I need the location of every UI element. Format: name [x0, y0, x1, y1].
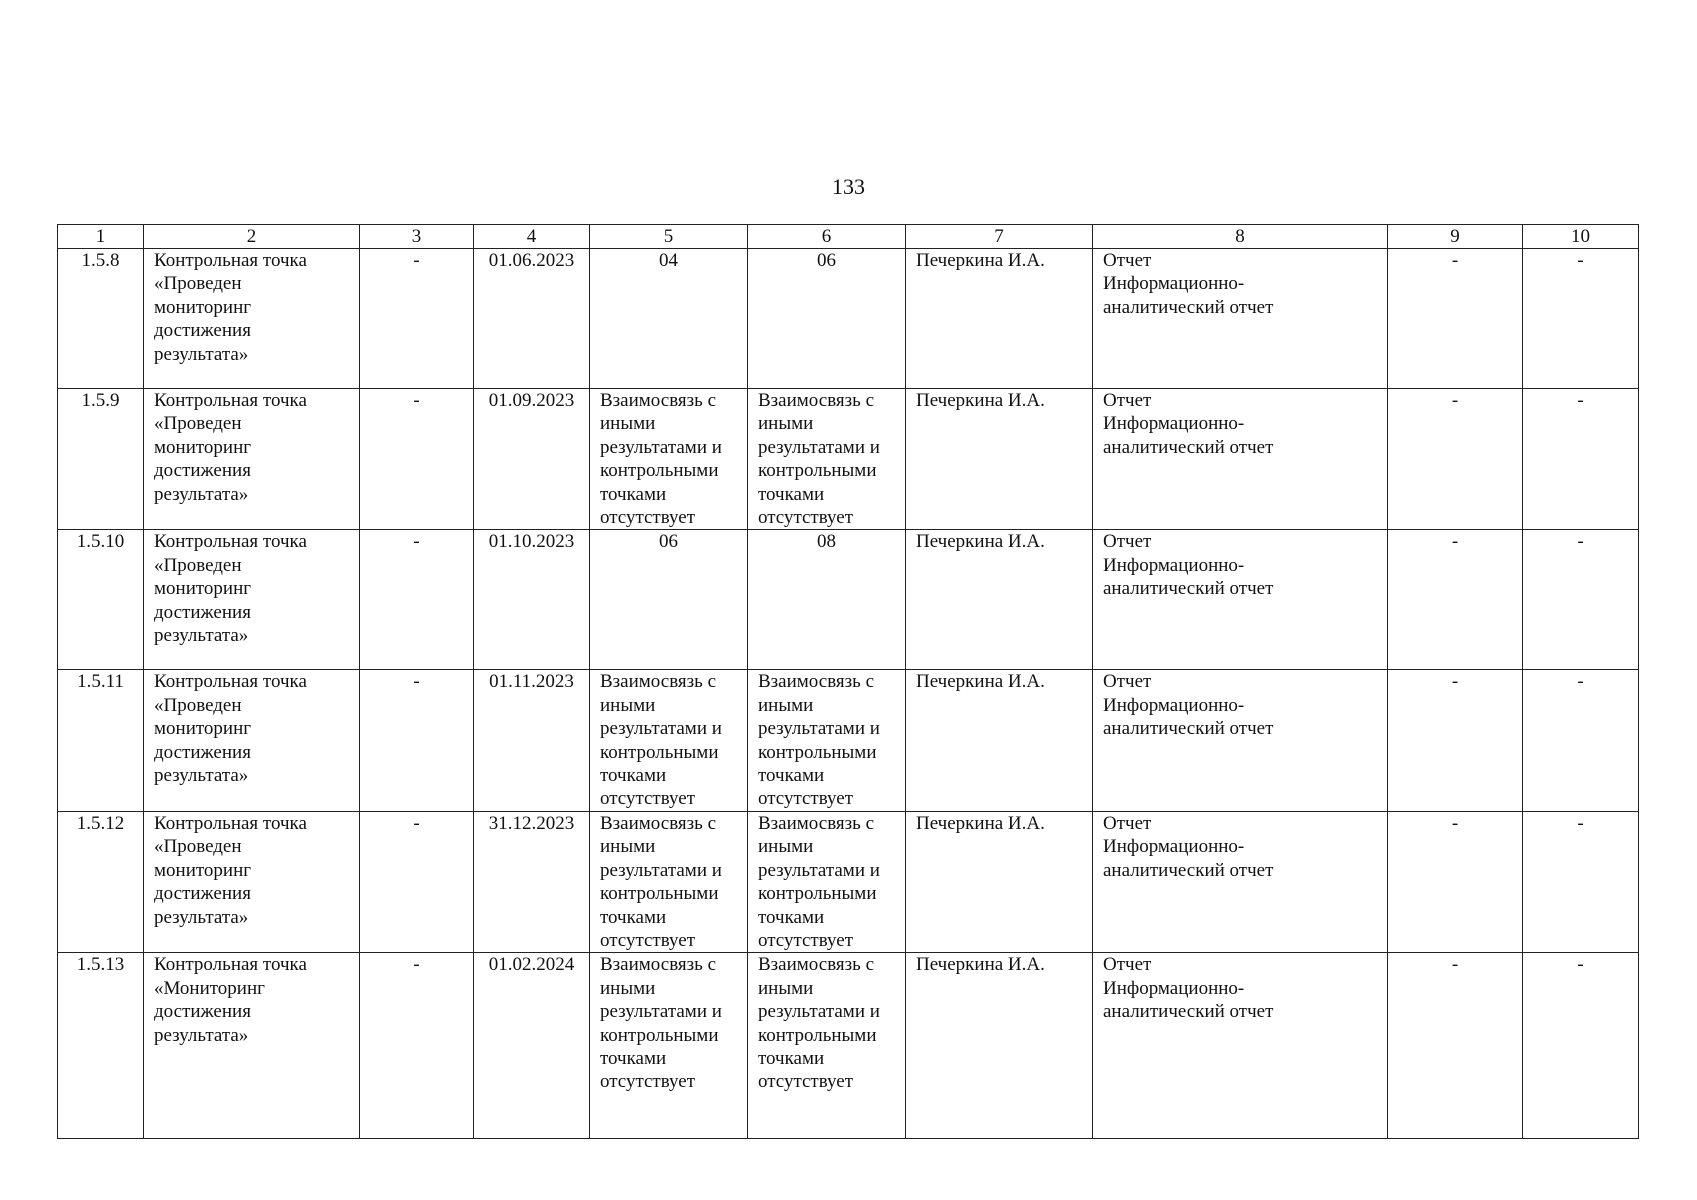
- control-point-name-line: мониторинг: [154, 436, 252, 458]
- predecessor-value-line: контрольными: [600, 883, 719, 905]
- document-type-line: аналитический отчет: [1103, 296, 1274, 318]
- row-number: 1.5.11: [58, 670, 144, 811]
- successor-value-line: иными: [758, 836, 814, 858]
- predecessor-value-line: иными: [600, 694, 656, 716]
- responsible-person: Печеркина И.А.: [906, 389, 1093, 530]
- predecessor-value: [590, 670, 748, 811]
- responsible-person: Печеркина И.А.: [906, 249, 1093, 389]
- predecessor-value-line: результатами и: [600, 859, 722, 881]
- control-point-name-line: результата»: [154, 1024, 249, 1046]
- column-header: 8: [1093, 225, 1388, 249]
- document-type: [1093, 811, 1388, 952]
- successor-value-line: точками: [758, 765, 825, 787]
- document-type-line: Отчет: [1103, 531, 1152, 553]
- document-type-line: Отчет: [1103, 954, 1152, 976]
- successor-value-line: Взаимосвязь с: [758, 671, 875, 693]
- row-number: 1.5.12: [58, 811, 144, 952]
- successor-value-line: точками: [758, 1047, 825, 1069]
- successor-value-line: иными: [758, 977, 814, 999]
- control-point-name-line: достижения: [154, 883, 251, 905]
- control-point-name: [144, 249, 360, 389]
- control-point-name-line: Контрольная точка: [154, 250, 307, 271]
- predecessor-value-line: точками: [600, 765, 667, 787]
- control-point-name-line: результата»: [154, 625, 249, 647]
- column-10-value: -: [1523, 953, 1639, 1139]
- column-header: 6: [748, 225, 906, 249]
- control-point-name-line: результата»: [154, 343, 249, 365]
- column-10-value: -: [1523, 811, 1639, 952]
- document-type: [1093, 249, 1388, 389]
- control-point-name-line: достижения: [154, 460, 251, 482]
- column-3-value: -: [360, 530, 474, 670]
- successor-value-line: результатами и: [758, 436, 880, 458]
- predecessor-value-line: контрольными: [600, 460, 719, 482]
- due-date: 01.11.2023: [474, 670, 590, 811]
- control-point-name-line: достижения: [154, 741, 251, 763]
- successor-value-line: отсутствует: [758, 1071, 854, 1093]
- document-type-line: Отчет: [1103, 671, 1152, 693]
- predecessor-value: [590, 530, 748, 670]
- document-type: [1093, 530, 1388, 670]
- control-points-table: [57, 224, 1639, 1139]
- control-point-name-line: мониторинг: [154, 296, 252, 318]
- successor-value-line: точками: [758, 483, 825, 505]
- column-header: 5: [590, 225, 748, 249]
- responsible-person: Печеркина И.А.: [906, 670, 1093, 811]
- control-point-name-line: Контрольная точка: [154, 954, 307, 976]
- column-9-value: -: [1388, 530, 1523, 670]
- column-header: 3: [360, 225, 474, 249]
- responsible-person: Печеркина И.А.: [906, 953, 1093, 1139]
- successor-value-line: результатами и: [758, 1001, 880, 1023]
- predecessor-value-line: результатами и: [600, 1001, 722, 1023]
- predecessor-value-line: результатами и: [600, 436, 722, 458]
- successor-value-line: контрольными: [758, 460, 877, 482]
- due-date: 01.02.2024: [474, 953, 590, 1139]
- control-point-name: [144, 953, 360, 1139]
- table-row: [58, 811, 1639, 952]
- document-type-line: Информационно-: [1103, 273, 1245, 295]
- predecessor-value-line: отсутствует: [600, 788, 696, 810]
- predecessor-value: [590, 389, 748, 530]
- column-10-value: -: [1523, 249, 1639, 389]
- predecessor-value-line: 04: [659, 250, 678, 271]
- successor-value-line: 08: [817, 531, 836, 553]
- document-type: [1093, 670, 1388, 811]
- control-point-name: [144, 530, 360, 670]
- control-point-name-line: «Мониторинг: [154, 977, 265, 999]
- predecessor-value-line: отсутствует: [600, 1071, 696, 1093]
- successor-value-line: результатами и: [758, 718, 880, 740]
- control-point-name-line: «Проведен: [154, 273, 242, 295]
- column-header: 10: [1523, 225, 1639, 249]
- column-9-value: -: [1388, 670, 1523, 811]
- column-header: 7: [906, 225, 1093, 249]
- predecessor-value-line: точками: [600, 1047, 667, 1069]
- control-point-name-line: «Проведен: [154, 554, 242, 576]
- successor-value: [748, 389, 906, 530]
- due-date: 31.12.2023: [474, 811, 590, 952]
- control-point-name-line: результата»: [154, 765, 249, 787]
- successor-value: [748, 249, 906, 389]
- control-point-name-line: мониторинг: [154, 578, 252, 600]
- successor-value: [748, 670, 906, 811]
- predecessor-value-line: Взаимосвязь с: [600, 671, 717, 693]
- header-row: [58, 225, 1639, 249]
- predecessor-value-line: отсутствует: [600, 507, 696, 529]
- successor-value-line: иными: [758, 694, 814, 716]
- column-header: 4: [474, 225, 590, 249]
- predecessor-value-line: результатами и: [600, 718, 722, 740]
- table-row: [58, 530, 1639, 670]
- table-row: [58, 389, 1639, 530]
- document-type-line: аналитический отчет: [1103, 859, 1274, 881]
- successor-value-line: контрольными: [758, 741, 877, 763]
- control-point-name-line: мониторинг: [154, 718, 252, 740]
- successor-value-line: Взаимосвязь с: [758, 812, 875, 834]
- document-type: [1093, 953, 1388, 1139]
- control-point-name-line: достижения: [154, 320, 251, 342]
- predecessor-value-line: отсутствует: [600, 929, 696, 951]
- predecessor-value: [590, 953, 748, 1139]
- successor-value-line: 06: [817, 250, 836, 271]
- row-number: 1.5.9: [58, 389, 144, 530]
- column-3-value: -: [360, 389, 474, 530]
- table-row: [58, 953, 1639, 1139]
- successor-value-line: отсутствует: [758, 929, 854, 951]
- predecessor-value-line: Взаимосвязь с: [600, 390, 717, 411]
- column-10-value: -: [1523, 530, 1639, 670]
- due-date: 01.09.2023: [474, 389, 590, 530]
- predecessor-value-line: контрольными: [600, 741, 719, 763]
- column-9-value: -: [1388, 811, 1523, 952]
- predecessor-value-line: иными: [600, 836, 656, 858]
- successor-value: [748, 530, 906, 670]
- document-type-line: Отчет: [1103, 390, 1152, 411]
- successor-value-line: отсутствует: [758, 507, 854, 529]
- column-3-value: -: [360, 811, 474, 952]
- successor-value: [748, 811, 906, 952]
- column-3-value: -: [360, 953, 474, 1139]
- control-point-name-line: Контрольная точка: [154, 531, 307, 553]
- predecessor-value: [590, 811, 748, 952]
- document-type-line: Информационно-: [1103, 836, 1245, 858]
- control-point-name-line: Контрольная точка: [154, 671, 307, 693]
- control-point-name-line: результата»: [154, 483, 249, 505]
- document-type-line: аналитический отчет: [1103, 578, 1274, 600]
- successor-value-line: Взаимосвязь с: [758, 954, 875, 976]
- predecessor-value-line: иными: [600, 977, 656, 999]
- control-point-name-line: достижения: [154, 601, 251, 623]
- successor-value: [748, 953, 906, 1139]
- control-point-name-line: результата»: [154, 906, 249, 928]
- successor-value-line: контрольными: [758, 1024, 877, 1046]
- column-9-value: -: [1388, 389, 1523, 530]
- control-point-name: [144, 670, 360, 811]
- predecessor-value: [590, 249, 748, 389]
- responsible-person: Печеркина И.А.: [906, 530, 1093, 670]
- due-date: 01.10.2023: [474, 530, 590, 670]
- control-point-name-line: Контрольная точка: [154, 812, 307, 834]
- document-type-line: Информационно-: [1103, 413, 1245, 435]
- document-type-line: аналитический отчет: [1103, 718, 1274, 740]
- predecessor-value-line: точками: [600, 906, 667, 928]
- document-type-line: Информационно-: [1103, 554, 1245, 576]
- successor-value-line: точками: [758, 906, 825, 928]
- predecessor-value-line: контрольными: [600, 1024, 719, 1046]
- row-number: 1.5.8: [58, 249, 144, 389]
- row-number: 1.5.10: [58, 530, 144, 670]
- predecessor-value-line: точками: [600, 483, 667, 505]
- table-row: [58, 249, 1639, 389]
- column-9-value: -: [1388, 953, 1523, 1139]
- column-header: 2: [144, 225, 360, 249]
- control-point-name: [144, 389, 360, 530]
- control-point-name-line: «Проведен: [154, 694, 242, 716]
- table-row: [58, 670, 1639, 811]
- control-point-name-line: Контрольная точка: [154, 390, 307, 411]
- document-type: [1093, 389, 1388, 530]
- control-point-name-line: «Проведен: [154, 413, 242, 435]
- control-point-name-line: «Проведен: [154, 836, 242, 858]
- successor-value-line: иными: [758, 413, 814, 435]
- document-type-line: аналитический отчет: [1103, 436, 1274, 458]
- predecessor-value-line: Взаимосвязь с: [600, 954, 717, 976]
- document-type-line: Отчет: [1103, 250, 1152, 271]
- document-type-line: Информационно-: [1103, 977, 1245, 999]
- control-point-name-line: мониторинг: [154, 859, 252, 881]
- column-header: 1: [58, 225, 144, 249]
- successor-value-line: Взаимосвязь с: [758, 390, 875, 411]
- responsible-person: Печеркина И.А.: [906, 811, 1093, 952]
- document-type-line: Отчет: [1103, 812, 1152, 834]
- successor-value-line: отсутствует: [758, 788, 854, 810]
- page-number: 133: [832, 174, 865, 199]
- successor-value-line: контрольными: [758, 883, 877, 905]
- column-header: 9: [1388, 225, 1523, 249]
- document-type-line: Информационно-: [1103, 694, 1245, 716]
- control-point-name: [144, 811, 360, 952]
- predecessor-value-line: иными: [600, 413, 656, 435]
- column-10-value: -: [1523, 670, 1639, 811]
- row-number: 1.5.13: [58, 953, 144, 1139]
- successor-value-line: результатами и: [758, 859, 880, 881]
- due-date: 01.06.2023: [474, 249, 590, 389]
- predecessor-value-line: 06: [659, 531, 678, 553]
- column-9-value: -: [1388, 249, 1523, 389]
- column-3-value: -: [360, 670, 474, 811]
- control-point-name-line: достижения: [154, 1001, 251, 1023]
- column-10-value: -: [1523, 389, 1639, 530]
- predecessor-value-line: Взаимосвязь с: [600, 812, 717, 834]
- column-3-value: -: [360, 249, 474, 389]
- document-type-line: аналитический отчет: [1103, 1001, 1274, 1023]
